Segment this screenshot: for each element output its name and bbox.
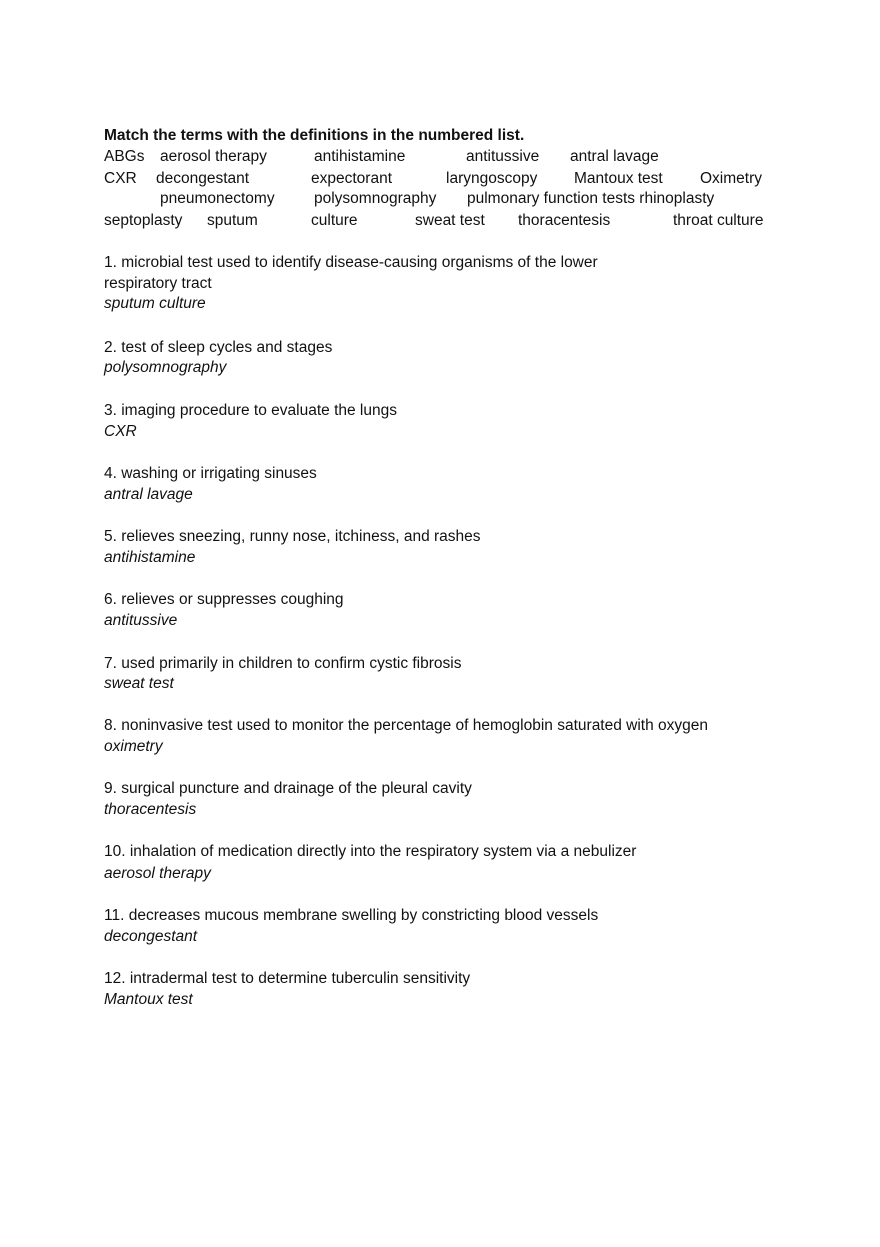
term-laryngoscopy: laryngoscopy <box>446 170 538 187</box>
term-thoracentesis: thoracentesis <box>518 212 611 229</box>
term-expectorant: expectorant <box>311 170 392 187</box>
term-mantoux-test: Mantoux test <box>574 170 663 187</box>
question-11-prompt: 11. decreases mucous membrane swelling by constricting blood vessels <box>104 907 599 924</box>
question-9-answer: thoracentesis <box>104 801 197 818</box>
term-antitussive: antitussive <box>466 148 540 165</box>
term-oximetry: Oximetry <box>700 170 762 187</box>
question-2-answer: polysomnography <box>104 359 227 376</box>
term-septoplasty: septoplasty <box>104 212 183 229</box>
question-10-prompt: 10. inhalation of medication directly into the respiratory system via a nebulizer <box>104 843 637 860</box>
question-8-prompt: 8. noninvasive test used to monitor the percentage of hemoglobin saturated with oxygen <box>104 717 709 734</box>
question-7-prompt: 7. used primarily in children to confirm cystic fibrosis <box>104 655 462 672</box>
question-11-answer: decongestant <box>104 928 198 945</box>
question-4-answer: antral lavage <box>104 486 193 503</box>
question-12-answer: Mantoux test <box>104 991 193 1008</box>
term-antral-lavage: antral lavage <box>570 148 659 165</box>
term-abgs: ABGs <box>104 148 145 165</box>
question-10-answer: aerosol therapy <box>104 865 211 882</box>
question-3-answer: CXR <box>104 423 137 440</box>
question-5-prompt: 5. relieves sneezing, runny nose, itchiness, and rashes <box>104 528 481 545</box>
question-4-prompt: 4. washing or irrigating sinuses <box>104 465 317 482</box>
question-1-answer: sputum culture <box>104 295 206 312</box>
term-polysomnography: polysomnography <box>314 190 437 207</box>
question-7-answer: sweat test <box>104 675 174 692</box>
term-sweat-test: sweat test <box>415 212 485 229</box>
question-5-answer: antihistamine <box>104 549 196 566</box>
instruction-heading: Match the terms with the definitions in the numbered list. <box>104 127 525 144</box>
term-cxr: CXR <box>104 170 137 187</box>
term-culture: culture <box>311 212 358 229</box>
question-2-prompt: 2. test of sleep cycles and stages <box>104 339 333 356</box>
term-pneumonectomy: pneumonectomy <box>160 190 275 207</box>
term-pulmonary-function-tests-rhinoplasty: pulmonary function tests rhinoplasty <box>467 190 715 207</box>
question-6-prompt: 6. relieves or suppresses coughing <box>104 591 344 608</box>
question-1-prompt-line-1: 1. microbial test used to identify disease-causing organisms of the lower <box>104 254 598 271</box>
question-12-prompt: 12. intradermal test to determine tuberculin sensitivity <box>104 970 471 987</box>
question-3-prompt: 3. imaging procedure to evaluate the lungs <box>104 402 397 419</box>
question-6-answer: antitussive <box>104 612 178 629</box>
term-throat-culture: throat culture <box>673 212 764 229</box>
question-8-answer: oximetry <box>104 738 163 755</box>
term-sputum: sputum <box>207 212 258 229</box>
question-1-prompt-line-2: respiratory tract <box>104 275 212 292</box>
term-decongestant: decongestant <box>156 170 250 187</box>
term-aerosol-therapy: aerosol therapy <box>160 148 267 165</box>
question-9-prompt: 9. surgical puncture and drainage of the pleural cavity <box>104 780 472 797</box>
term-antihistamine: antihistamine <box>314 148 406 165</box>
